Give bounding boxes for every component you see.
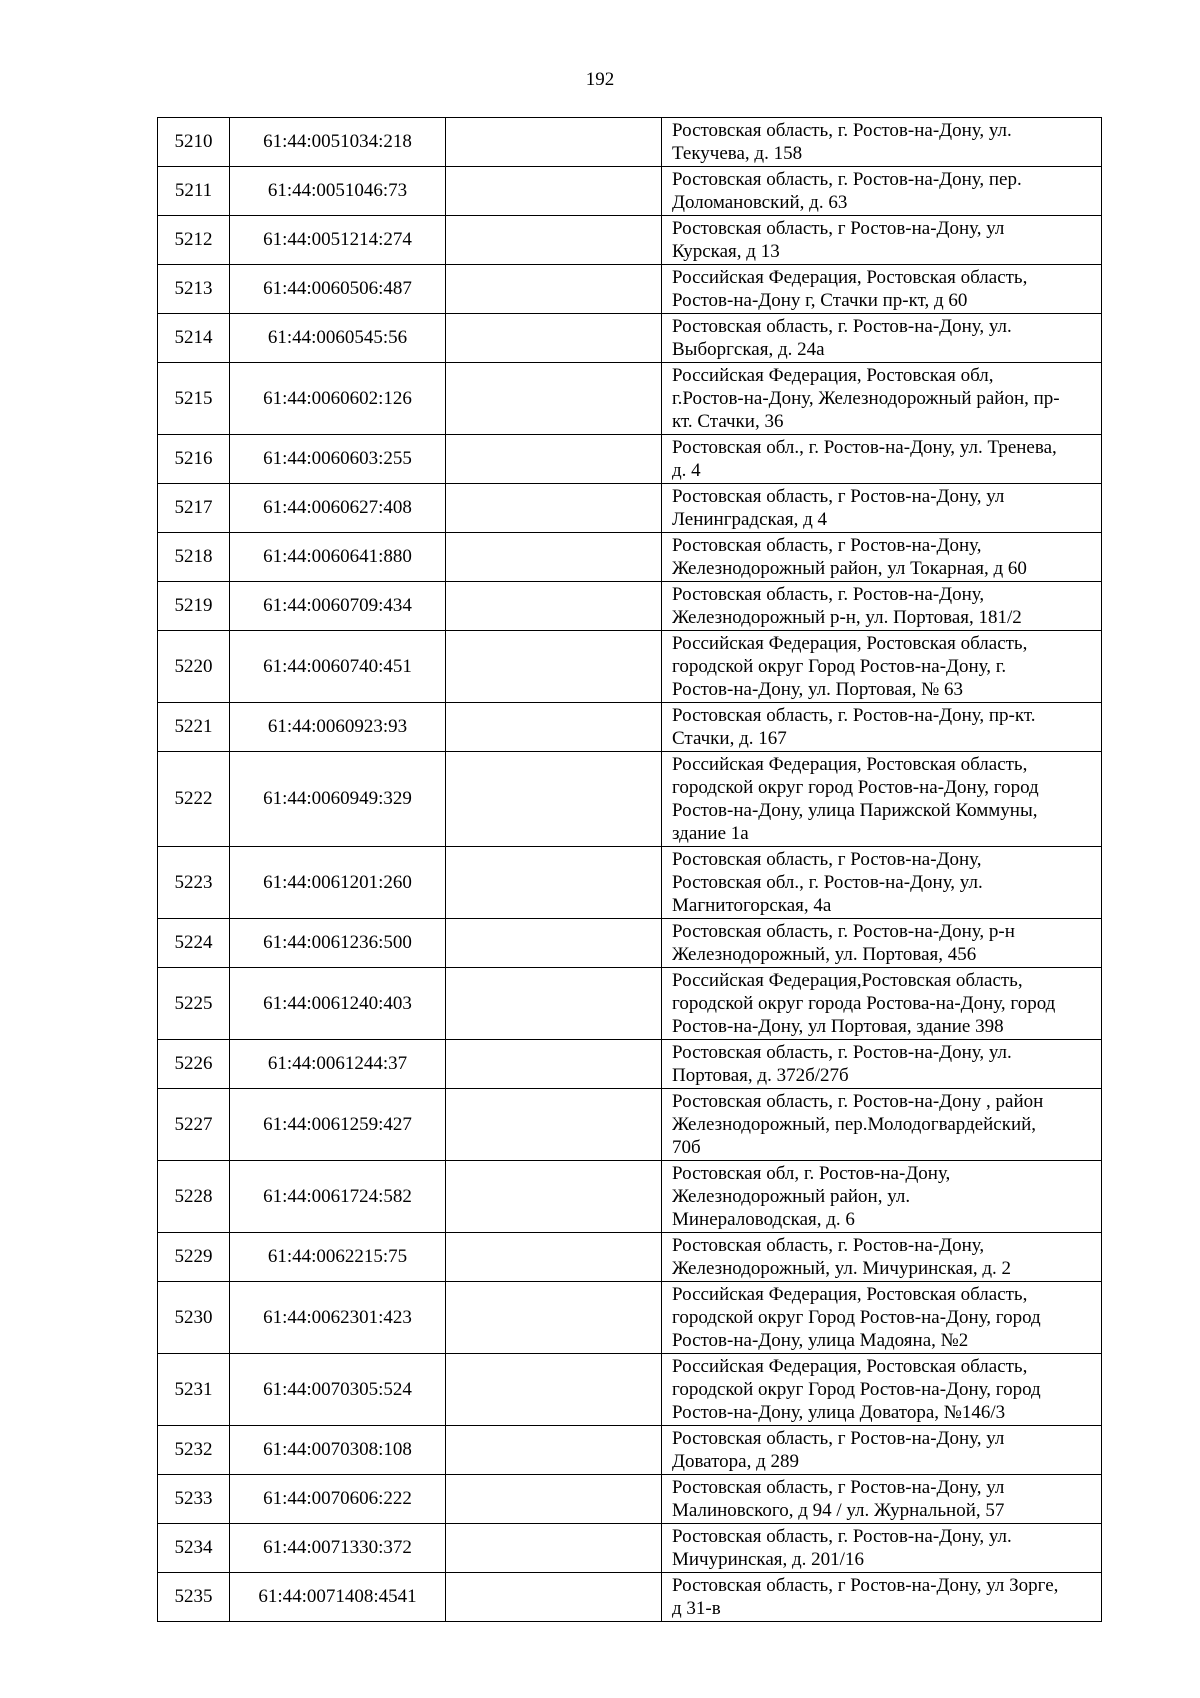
cadastral-number-cell: 61:44:0060641:880 [230, 533, 446, 582]
table-row [158, 216, 1102, 265]
page-number: 192 [585, 69, 615, 90]
address-line: Ростов-на-Дону, ул Портовая, здание 398 [672, 1016, 1004, 1037]
row-number-cell: 5228 [158, 1161, 230, 1233]
table-row [158, 484, 1102, 533]
address-cell [662, 314, 1102, 363]
address-line: Текучева, д. 158 [672, 143, 803, 164]
row-number-cell: 5225 [158, 968, 230, 1040]
cadastral-number-cell: 61:44:0061244:37 [230, 1040, 446, 1089]
address-line: Ростов-на-Дону, улица Доватора, №146/3 [672, 1402, 1006, 1423]
table-row [158, 752, 1102, 847]
address-cell [662, 1573, 1102, 1622]
table-row [158, 703, 1102, 752]
address-line: Курская, д 13 [672, 241, 780, 262]
table-row [158, 919, 1102, 968]
row-number-cell: 5220 [158, 631, 230, 703]
empty-cell [446, 1475, 662, 1524]
table-row [158, 167, 1102, 216]
table-row [158, 1354, 1102, 1426]
address-line: 70б [672, 1137, 701, 1158]
empty-cell [446, 118, 662, 167]
table-row [158, 363, 1102, 435]
empty-cell [446, 1354, 662, 1426]
row-number-cell: 5223 [158, 847, 230, 919]
address-line: городской округ Город Ростов-на-Дону, город [672, 1307, 1041, 1328]
empty-cell [446, 847, 662, 919]
row-number-cell: 5226 [158, 1040, 230, 1089]
address-line: Ростов-на-Дону, ул. Портовая, № 63 [672, 679, 963, 700]
address-cell [662, 1089, 1102, 1161]
address-line: Ростовская обл., г. Ростов-на-Дону, ул. Тренева, [672, 437, 1057, 458]
cadastral-number-cell: 61:44:0061201:260 [230, 847, 446, 919]
address-cell [662, 1282, 1102, 1354]
cadastral-number-cell: 61:44:0051046:73 [230, 167, 446, 216]
address-line: Стачки, д. 167 [672, 728, 787, 749]
address-line: Ростовская область, г Ростов-на-Дону, ул [672, 486, 1005, 507]
address-line: Ростовская область, г Ростов-на-Дону, ул [672, 1428, 1005, 1449]
empty-cell [446, 1524, 662, 1573]
address-line: Доватора, д 289 [672, 1451, 800, 1472]
cadastral-number-cell: 61:44:0071408:4541 [230, 1573, 446, 1622]
empty-cell [446, 1089, 662, 1161]
table-row [158, 533, 1102, 582]
row-number-cell: 5229 [158, 1233, 230, 1282]
address-line: д. 4 [672, 460, 701, 481]
address-cell [662, 1426, 1102, 1475]
address-line: городской округ города Ростова-на-Дону, город [672, 993, 1056, 1014]
empty-cell [446, 752, 662, 847]
row-number-cell: 5232 [158, 1426, 230, 1475]
row-number-cell: 5231 [158, 1354, 230, 1426]
table-row [158, 968, 1102, 1040]
empty-cell [446, 435, 662, 484]
table-row [158, 1282, 1102, 1354]
address-line: Ростов-на-Дону, улица Мадояна, №2 [672, 1330, 969, 1351]
row-number-cell: 5234 [158, 1524, 230, 1573]
address-cell [662, 631, 1102, 703]
empty-cell [446, 484, 662, 533]
address-line: Железнодорожный р-н, ул. Портовая, 181/2 [672, 607, 1022, 628]
cadastral-number-cell: 61:44:0060923:93 [230, 703, 446, 752]
table-row [158, 1040, 1102, 1089]
row-number-cell: 5217 [158, 484, 230, 533]
empty-cell [446, 1233, 662, 1282]
registry-table [157, 117, 1102, 1622]
empty-cell [446, 1573, 662, 1622]
address-line: Ростовская область, г Ростов-на-Дону, ул Зорге, [672, 1575, 1059, 1596]
address-cell [662, 435, 1102, 484]
address-line: Малиновского, д 94 / ул. Журнальной, 57 [672, 1500, 1005, 1521]
cadastral-number-cell: 61:44:0060545:56 [230, 314, 446, 363]
address-cell [662, 847, 1102, 919]
address-line: Ростовская область, г. Ростов-на-Дону, пр-кт. [672, 705, 1036, 726]
table-row [158, 1233, 1102, 1282]
address-cell [662, 919, 1102, 968]
address-line: Российская Федерация, Ростовская область, [672, 1356, 1028, 1377]
address-line: Российская Федерация, Ростовская область, [672, 633, 1028, 654]
address-cell [662, 265, 1102, 314]
empty-cell [446, 968, 662, 1040]
address-line: Российская Федерация, Ростовская обл, [672, 365, 994, 386]
address-line: Железнодорожный район, ул. [672, 1186, 911, 1207]
address-line: Ростовская обл, г. Ростов-на-Дону, [672, 1163, 951, 1184]
address-cell [662, 1233, 1102, 1282]
address-line: Ростовская область, г Ростов-на-Дону, [672, 849, 982, 870]
address-line: Ростовская область, г Ростов-на-Дону, ул [672, 218, 1005, 239]
address-line: Российская Федерация, Ростовская область, [672, 267, 1028, 288]
empty-cell [446, 167, 662, 216]
cadastral-number-cell: 61:44:0060627:408 [230, 484, 446, 533]
address-cell [662, 363, 1102, 435]
row-number-cell: 5221 [158, 703, 230, 752]
cadastral-number-cell: 61:44:0060506:487 [230, 265, 446, 314]
row-number-cell: 5214 [158, 314, 230, 363]
address-line: Ростовская область, г. Ростов-на-Дону, ул. [672, 120, 1012, 141]
address-line: г.Ростов-на-Дону, Железнодорожный район, пр- [672, 388, 1060, 409]
address-line: Ростовская область, г. Ростов-на-Дону, пер. [672, 169, 1022, 190]
address-cell [662, 533, 1102, 582]
address-line: Ленинградская, д 4 [672, 509, 828, 530]
cadastral-number-cell: 61:44:0062301:423 [230, 1282, 446, 1354]
address-line: Ростовская область, г. Ростов-на-Дону, ул. [672, 1042, 1012, 1063]
row-number-cell: 5211 [158, 167, 230, 216]
cadastral-number-cell: 61:44:0070606:222 [230, 1475, 446, 1524]
empty-cell [446, 314, 662, 363]
address-line: Мичуринская, д. 201/16 [672, 1549, 864, 1570]
address-line: Ростовская область, г. Ростов-на-Дону, [672, 584, 985, 605]
cadastral-number-cell: 61:44:0070305:524 [230, 1354, 446, 1426]
address-cell [662, 752, 1102, 847]
table-row [158, 847, 1102, 919]
empty-cell [446, 919, 662, 968]
cadastral-number-cell: 61:44:0061240:403 [230, 968, 446, 1040]
address-line: Ростовская область, г Ростов-на-Дону, ул [672, 1477, 1005, 1498]
address-line: городской округ Город Ростов-на-Дону, город [672, 1379, 1041, 1400]
address-line: городской округ Город Ростов-на-Дону, г. [672, 656, 1007, 677]
address-line: Выборгская, д. 24а [672, 339, 825, 360]
address-line: Доломановский, д. 63 [672, 192, 848, 213]
address-cell [662, 216, 1102, 265]
cadastral-number-cell: 61:44:0061259:427 [230, 1089, 446, 1161]
empty-cell [446, 1040, 662, 1089]
address-cell [662, 1475, 1102, 1524]
table-row [158, 1161, 1102, 1233]
address-line: Ростов-на-Дону г, Стачки пр-кт, д 60 [672, 290, 968, 311]
address-line: Магнитогорская, 4а [672, 895, 832, 916]
row-number-cell: 5233 [158, 1475, 230, 1524]
empty-cell [446, 631, 662, 703]
address-cell [662, 484, 1102, 533]
row-number-cell: 5230 [158, 1282, 230, 1354]
address-line: Ростов-на-Дону, улица Парижской Коммуны, [672, 800, 1038, 821]
address-cell [662, 703, 1102, 752]
table-row [158, 1524, 1102, 1573]
address-cell [662, 1161, 1102, 1233]
address-line: Железнодорожный район, ул Токарная, д 60 [672, 558, 1027, 579]
empty-cell [446, 363, 662, 435]
address-line: Ростовская область, г. Ростов-на-Дону, [672, 1235, 985, 1256]
address-line: Российская Федерация,Ростовская область, [672, 970, 1023, 991]
registry-table-body [158, 118, 1102, 1622]
cadastral-number-cell: 61:44:0071330:372 [230, 1524, 446, 1573]
cadastral-number-cell: 61:44:0062215:75 [230, 1233, 446, 1282]
row-number-cell: 5219 [158, 582, 230, 631]
address-line: Портовая, д. 372б/27б [672, 1065, 849, 1086]
empty-cell [446, 582, 662, 631]
table-row [158, 435, 1102, 484]
table-row [158, 265, 1102, 314]
address-line: Ростовская область, г Ростов-на-Дону, [672, 535, 982, 556]
cadastral-number-cell: 61:44:0060602:126 [230, 363, 446, 435]
empty-cell [446, 1161, 662, 1233]
address-line: Ростовская обл., г. Ростов-на-Дону, ул. [672, 872, 983, 893]
address-line: Ростовская область, г. Ростов-на-Дону, ул. [672, 316, 1012, 337]
cadastral-number-cell: 61:44:0051034:218 [230, 118, 446, 167]
empty-cell [446, 265, 662, 314]
address-line: Российская Федерация, Ростовская область, [672, 754, 1028, 775]
address-cell [662, 1524, 1102, 1573]
address-line: здание 1а [672, 823, 749, 844]
empty-cell [446, 533, 662, 582]
cadastral-number-cell: 61:44:0060603:255 [230, 435, 446, 484]
empty-cell [446, 1282, 662, 1354]
empty-cell [446, 1426, 662, 1475]
row-number-cell: 5210 [158, 118, 230, 167]
cadastral-number-cell: 61:44:0060740:451 [230, 631, 446, 703]
cadastral-number-cell: 61:44:0060709:434 [230, 582, 446, 631]
table-row [158, 631, 1102, 703]
table-row [158, 118, 1102, 167]
table-row [158, 1573, 1102, 1622]
cadastral-number-cell: 61:44:0061236:500 [230, 919, 446, 968]
row-number-cell: 5227 [158, 1089, 230, 1161]
address-cell [662, 167, 1102, 216]
address-cell [662, 968, 1102, 1040]
address-line: кт. Стачки, 36 [672, 411, 784, 432]
address-line: Минераловодская, д. 6 [672, 1209, 855, 1230]
empty-cell [446, 703, 662, 752]
row-number-cell: 5212 [158, 216, 230, 265]
address-line: д 31-в [672, 1598, 721, 1619]
address-cell [662, 1354, 1102, 1426]
row-number-cell: 5218 [158, 533, 230, 582]
address-line: Железнодорожный, пер.Молодогвардейский, [672, 1114, 1037, 1135]
address-line: Ростовская область, г. Ростов-на-Дону, р-н [672, 921, 1015, 942]
address-cell [662, 582, 1102, 631]
table-row [158, 1475, 1102, 1524]
table-row [158, 314, 1102, 363]
row-number-cell: 5222 [158, 752, 230, 847]
address-line: Железнодорожный, ул. Портовая, 456 [672, 944, 977, 965]
empty-cell [446, 216, 662, 265]
cadastral-number-cell: 61:44:0061724:582 [230, 1161, 446, 1233]
cadastral-number-cell: 61:44:0060949:329 [230, 752, 446, 847]
row-number-cell: 5235 [158, 1573, 230, 1622]
row-number-cell: 5216 [158, 435, 230, 484]
address-cell [662, 1040, 1102, 1089]
table-row [158, 1089, 1102, 1161]
address-line: Российская Федерация, Ростовская область, [672, 1284, 1028, 1305]
cadastral-number-cell: 61:44:0070308:108 [230, 1426, 446, 1475]
row-number-cell: 5215 [158, 363, 230, 435]
address-line: Ростовская область, г. Ростов-на-Дону, ул. [672, 1526, 1012, 1547]
row-number-cell: 5213 [158, 265, 230, 314]
address-line: Ростовская область, г. Ростов-на-Дону , район [672, 1091, 1044, 1112]
table-row [158, 1426, 1102, 1475]
row-number-cell: 5224 [158, 919, 230, 968]
cadastral-number-cell: 61:44:0051214:274 [230, 216, 446, 265]
table-row [158, 582, 1102, 631]
address-line: городской округ город Ростов-на-Дону, город [672, 777, 1039, 798]
address-line: Железнодорожный, ул. Мичуринская, д. 2 [672, 1258, 1012, 1279]
address-cell [662, 118, 1102, 167]
